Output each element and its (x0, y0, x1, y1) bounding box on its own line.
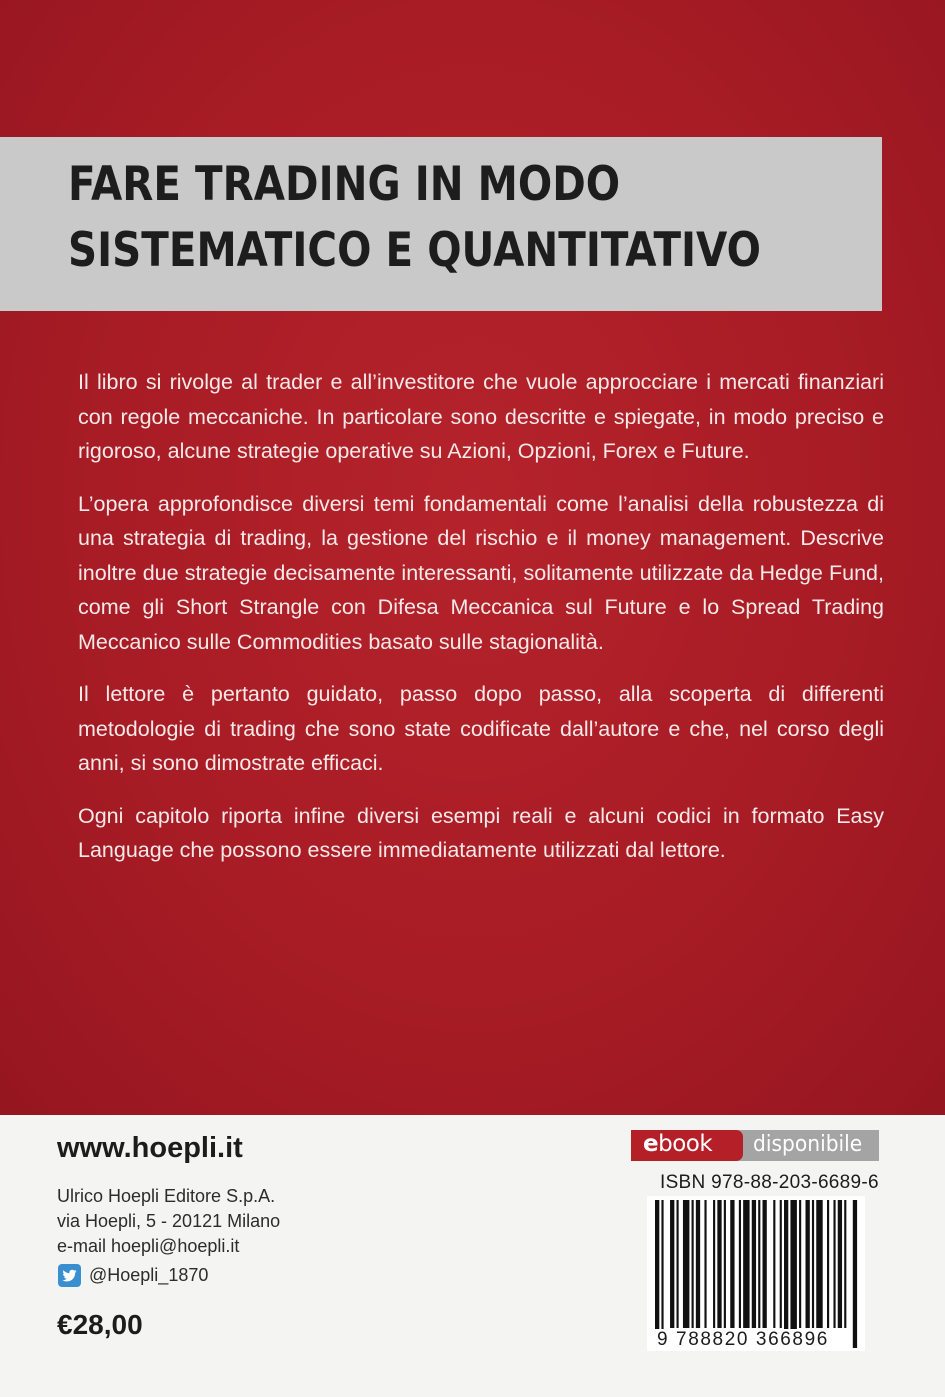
ebook-availability: disponibile (753, 1132, 863, 1157)
twitter-bird-icon (58, 1264, 81, 1287)
barcode-bar (790, 1200, 796, 1348)
barcode-bar (739, 1200, 741, 1328)
blurb (78, 365, 884, 886)
barcode-bar (784, 1200, 788, 1348)
isbn-barcode (647, 1196, 865, 1351)
publisher-website-link[interactable]: www.hoepli.it (57, 1132, 243, 1164)
barcode-digits: 9 788820 366896 (657, 1329, 829, 1350)
book-title-line-2: SISTEMATICO E QUANTITATIVO (68, 223, 761, 278)
barcode-bar (780, 1200, 782, 1328)
barcode-bar (692, 1200, 694, 1328)
barcode-bar (799, 1200, 801, 1328)
isbn-label: ISBN 978-88-203-6689-6 (660, 1172, 879, 1193)
barcode-bar (661, 1200, 663, 1348)
blurb-paragraph: L’opera approfondisce diversi temi fondamentali come l’analisi della robustezza di una strategia di trading, la gestione del rischio e il money management. Descrive inoltre due strategie decisamente interessanti, solitamente utilizzate da Hedge Fund, come gli Short Strangle con Difesa Meccanica sul Future e lo Spread Trading Meccanico sulle Commodities basato sulle stagionalità. (78, 491, 884, 654)
blurb-paragraph: Il lettore è pertanto guidato, passo dopo passo, alla scoperta di differenti metodologie di trading che sono state codificate dall’autore e che, nel corso degli anni, si sono dimostrate efficaci. (78, 682, 884, 775)
price: €28,00 (57, 1309, 143, 1340)
barcode-bar (838, 1200, 842, 1328)
barcode-bar (717, 1200, 721, 1328)
blurb-paragraph: Il libro si rivolge al trader e all’investitore che vuole approcciare i mercati finanziari con regole meccaniche. In particolare sono descritte e spiegate, in modo preciso e rigoroso, alcune strategie operative su Azioni, Opzioni, Forex e Future. (78, 370, 884, 463)
barcode-bar (670, 1200, 674, 1328)
ebook-prefix: e (643, 1131, 659, 1157)
ebook-badge-label (643, 1131, 712, 1157)
barcode-bar (812, 1200, 814, 1328)
barcode-bar (724, 1200, 726, 1328)
barcode-bar (683, 1200, 689, 1328)
barcode-bar (758, 1200, 760, 1328)
barcode-bar (763, 1200, 767, 1328)
book-title-line-1: FARE TRADING IN MODO (68, 157, 621, 212)
barcode-graphic (647, 1196, 865, 1351)
barcode-bar (752, 1200, 756, 1328)
blurb-paragraph: Ogni capitolo riporta infine diversi esempi reali e alcuni codici in formato Easy Language che possono essere immediatamente utilizzati dal lettore. (78, 803, 884, 862)
barcode-bar (853, 1200, 857, 1348)
barcode-bar (704, 1200, 706, 1328)
barcode-bar (743, 1200, 749, 1328)
barcode-bar (696, 1200, 700, 1328)
barcode-bar (713, 1200, 715, 1328)
barcode-bar (677, 1200, 679, 1328)
barcode-bar (773, 1200, 775, 1328)
ebook-word: book (658, 1131, 713, 1157)
publisher-name: Ulrico Hoepli Editore S.p.A. (57, 1186, 276, 1206)
barcode-bar (655, 1200, 659, 1348)
barcode-bar (827, 1200, 829, 1328)
barcode-bar (844, 1200, 846, 1328)
publisher-address: via Hoepli, 5 - 20121 Milano (57, 1211, 281, 1231)
barcode-bar (833, 1200, 835, 1328)
publisher-email: e-mail hoepli@hoepli.it (57, 1236, 240, 1256)
barcode-bar (730, 1200, 734, 1328)
barcode-bar (806, 1200, 810, 1328)
barcode-bar (816, 1200, 822, 1328)
twitter-handle[interactable]: @Hoepli_1870 (89, 1265, 209, 1285)
